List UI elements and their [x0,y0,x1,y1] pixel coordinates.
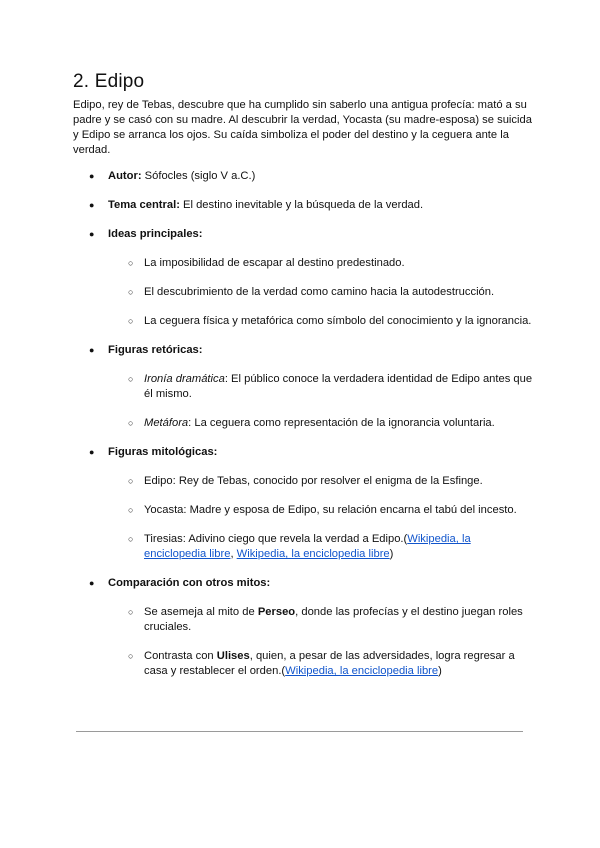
sub-item [108,474,533,489]
sub-item [108,285,533,300]
sub-item [108,314,533,329]
sub-item [108,532,533,562]
term: Metáfora [144,417,189,429]
sub-list [108,256,533,329]
sub-item-text: Se asemeja al mito de [144,606,258,618]
horizontal-rule [76,731,523,732]
separator: , [230,548,237,560]
sub-item-text: Edipo: Rey de Tebas, conocido por resolver el enigma de la Esfinge. [144,475,483,487]
sub-item-text: , donde las profecías y el destino juegan roles cruciales. [144,606,523,633]
item-label: Figuras retóricas: [108,344,203,356]
sub-item-text: Yocasta: Madre y esposa de Edipo, su relación encarna el tabú del incesto. [144,504,517,516]
sub-item-text: La imposibilidad de escapar al destino predestinado. [144,257,405,269]
bullet-icon: ● [89,578,95,588]
list-item-autor [73,169,533,184]
section-title: 2. Edipo [73,71,145,92]
bullet-icon: ● [89,345,95,355]
sub-item-text: El descubrimiento de la verdad como camino hacia la autodestrucción. [144,286,495,298]
sub-item [108,256,533,271]
sub-list [108,605,533,679]
item-label: Figuras mitológicas: [108,446,218,458]
sub-item-text: Contrasta con [144,650,217,662]
list-item-ideas [73,227,533,329]
bullet-icon: ● [89,171,95,181]
sub-list [108,372,533,431]
sub-item [108,503,533,518]
item-label: Autor: [108,170,142,182]
sub-item-text: Tiresias: Adivino ciego que revela la verdad a Edipo.( [144,533,408,545]
intro-paragraph: Edipo, rey de Tebas, descubre que ha cumplido sin saberlo una antigua profecía: mató a su padre y se casó con su madre. Al descubrir la verdad, Yocasta (su madre-esposa) se suicida y Edipo se arranca los ojos. Su caída simboliza el poder del destino y la ceguera ante la verdad. [73,99,532,156]
sub-item [108,605,533,635]
item-label: Ideas principales: [108,228,203,240]
item-label: Comparación con otros mitos: [108,577,271,589]
circle-bullet-icon: ○ [128,534,134,544]
list-item-comparacion [73,576,533,679]
circle-bullet-icon: ○ [128,258,134,268]
sub-item-text: : La ceguera como representación de la ignorancia voluntaria. [188,417,495,429]
circle-bullet-icon: ○ [128,287,134,297]
item-text: El destino inevitable y la búsqueda de la verdad. [179,199,424,211]
sub-item-text: : El público conoce la verdadera identidad de Edipo antes que él mismo. [144,373,533,400]
circle-bullet-icon: ○ [128,374,134,384]
sub-item [108,416,533,431]
circle-bullet-icon: ○ [128,651,134,661]
circle-bullet-icon: ○ [128,476,134,486]
circle-bullet-icon: ○ [128,607,134,617]
list-item-tema [73,198,533,213]
wikipedia-link[interactable]: Wikipedia, la enciclopedia libre [144,533,471,560]
sub-list [108,474,533,562]
bullet-icon: ● [89,200,95,210]
wikipedia-link[interactable]: Wikipedia, la enciclopedia libre [285,665,439,677]
wikipedia-link[interactable]: Wikipedia, la enciclopedia libre [236,548,390,560]
circle-bullet-icon: ○ [128,316,134,326]
sub-item [108,649,533,679]
sub-item-text: , quien, a pesar de las adversidades, logra regresar a casa y restablecer el orden.( [144,650,515,677]
myth-name: Perseo [257,606,296,618]
circle-bullet-icon: ○ [128,418,134,428]
myth-name: Ulises [216,650,250,662]
item-label: Tema central: [108,199,180,211]
list-item-retoricas [73,343,533,431]
sub-item-text: La ceguera física y metafórica como símbolo del conocimiento y la ignorancia. [144,315,532,327]
list-item-mitologicas [73,445,533,562]
close-paren: ) [389,548,394,560]
bullet-icon: ● [89,447,95,457]
item-text: Sófocles (siglo V a.C.) [141,170,256,182]
bullet-icon: ● [89,229,95,239]
circle-bullet-icon: ○ [128,505,134,515]
close-paren: ) [438,665,442,677]
bullet-list [73,169,533,693]
term: Ironía dramática [144,373,225,385]
sub-item [108,372,533,402]
